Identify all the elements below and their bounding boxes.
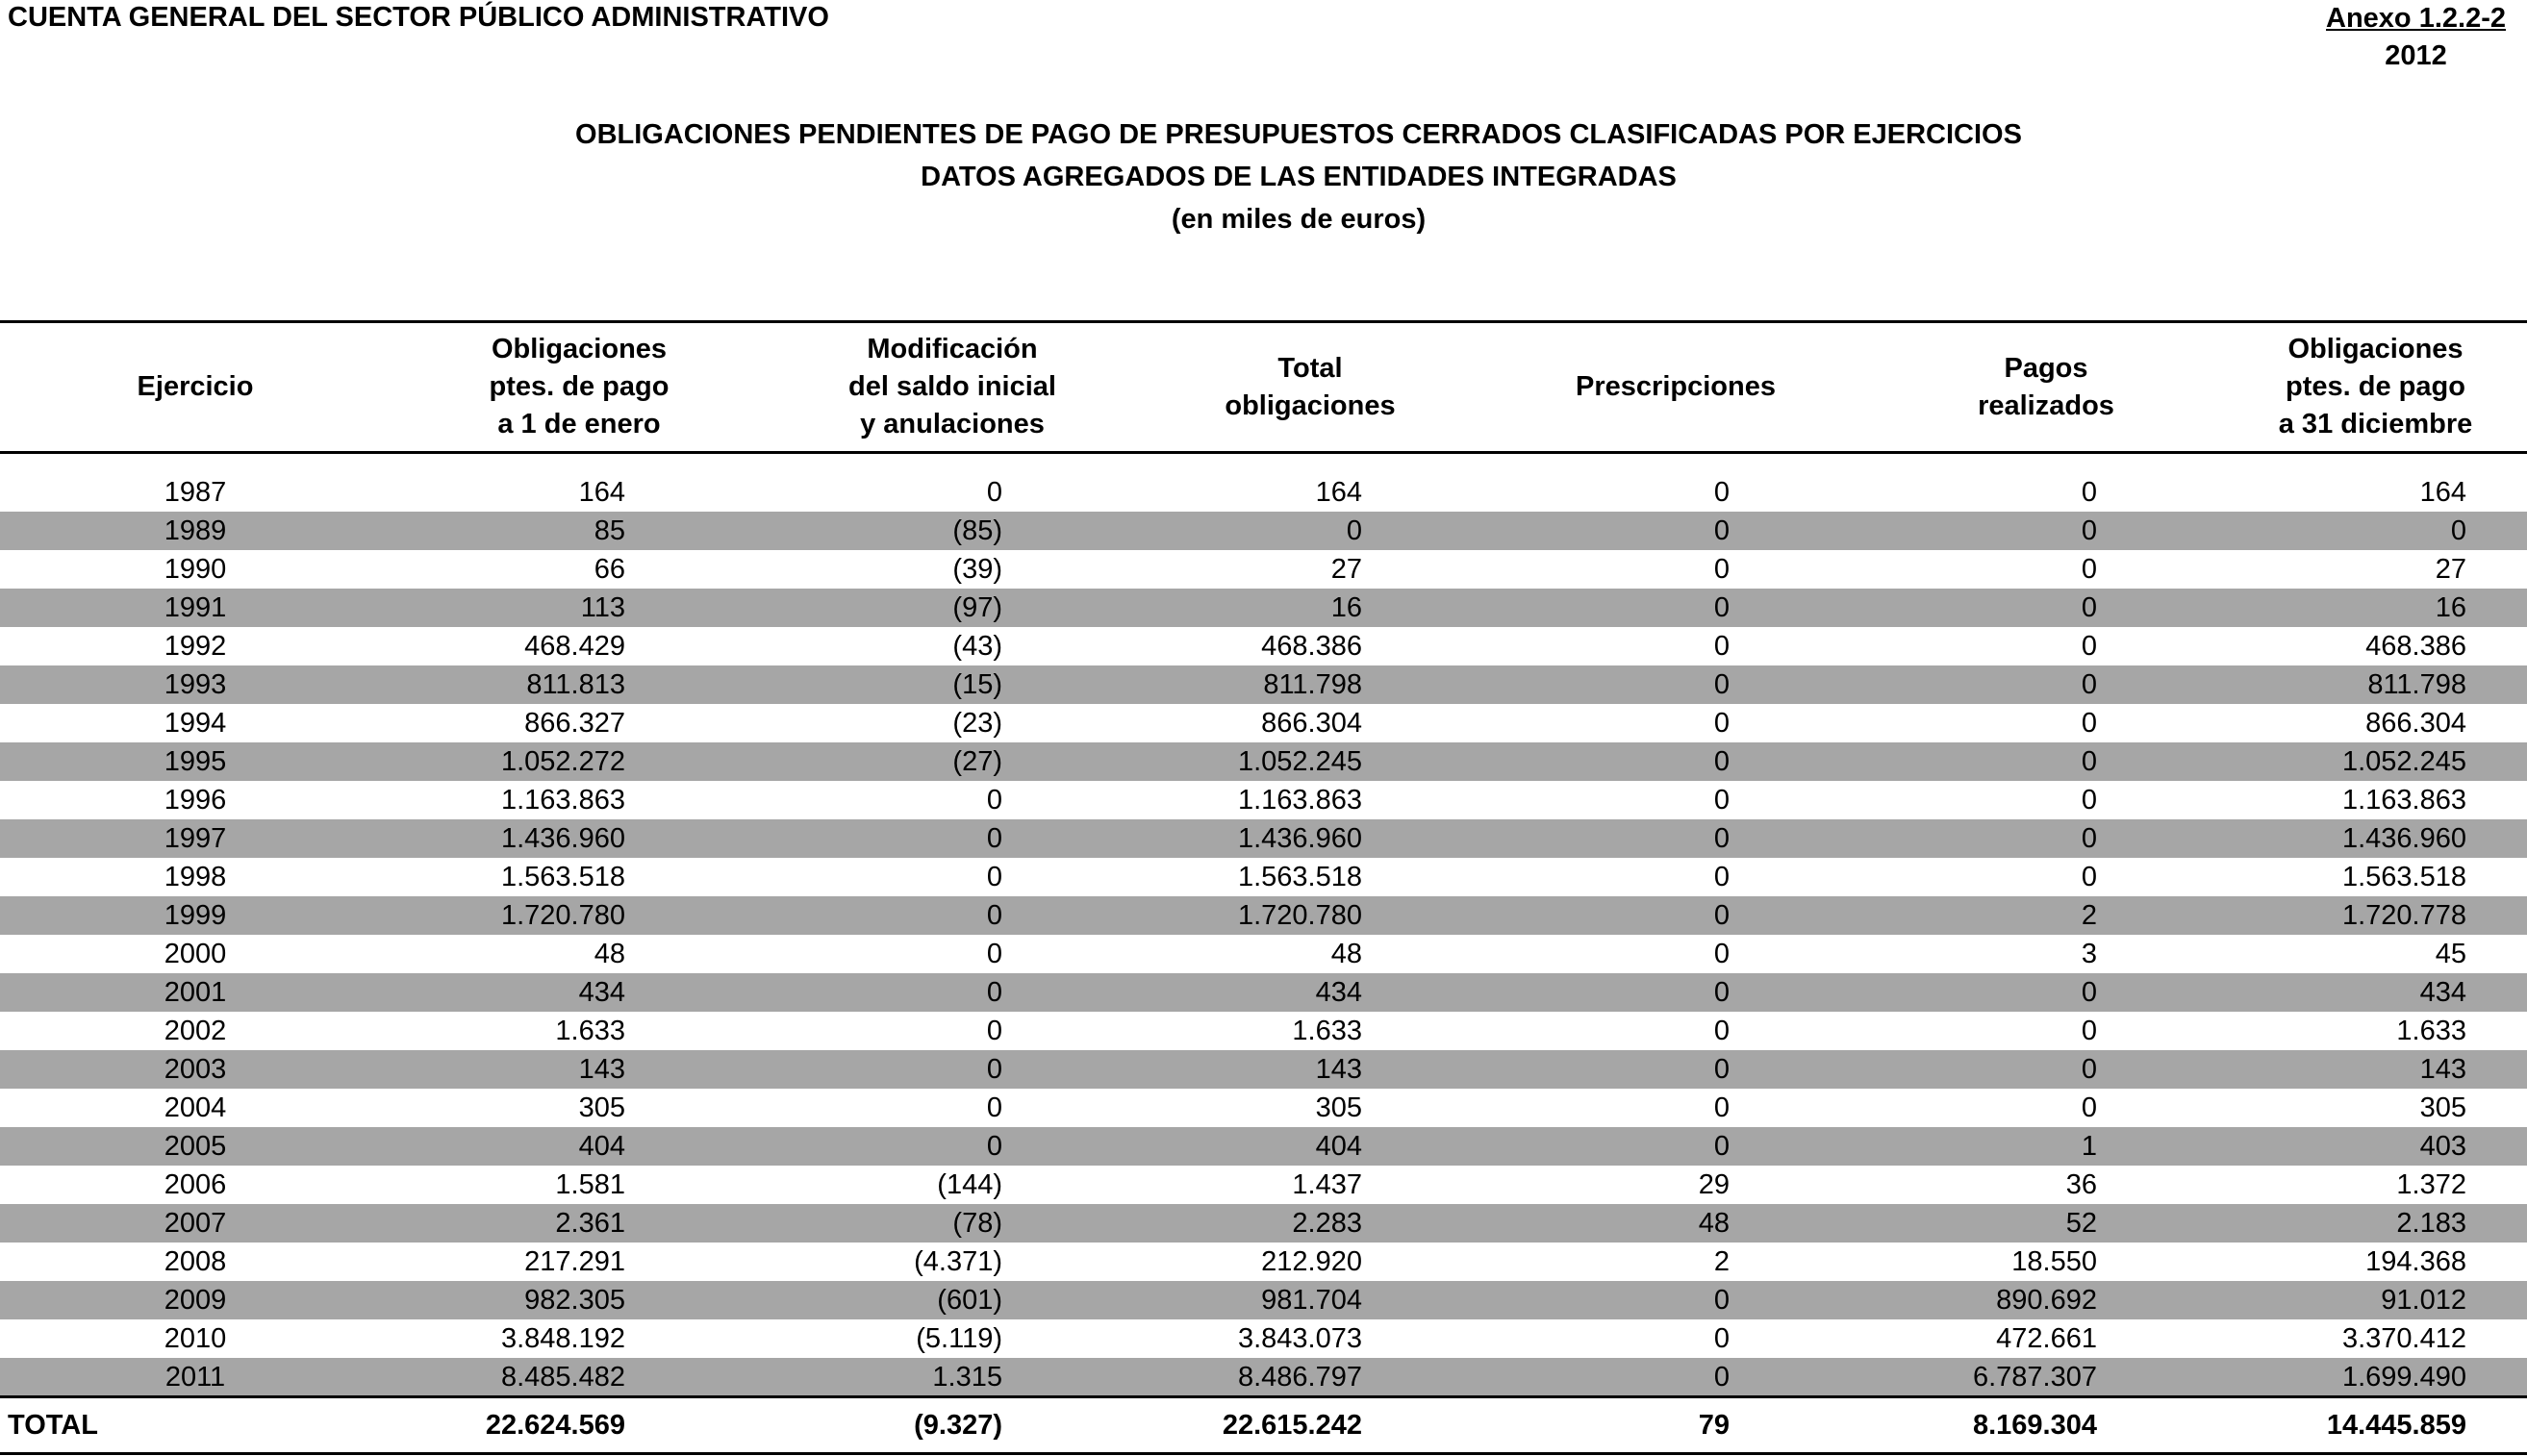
year-cell: 1989 [164, 515, 227, 546]
value-cell: 468.429 [524, 631, 625, 662]
year-cell: 2005 [164, 1131, 227, 1162]
table-bottom-rule [0, 1452, 2527, 1455]
table-body [0, 473, 2527, 1396]
value-cell: 0 [2081, 785, 2097, 816]
value-cell: 0 [2450, 515, 2466, 546]
value-cell: 0 [1713, 477, 1730, 508]
value-cell: 36 [2065, 1169, 2097, 1200]
value-cell: 0 [1713, 862, 1730, 892]
value-cell: 811.798 [1263, 669, 1362, 700]
value-cell: 472.661 [1996, 1323, 2097, 1354]
value-cell: 468.386 [1261, 631, 1362, 662]
value-cell: 1.699.490 [2341, 1362, 2466, 1393]
value-cell: (97) [952, 592, 1002, 623]
value-cell: 981.704 [1261, 1285, 1362, 1316]
report-year: 2012 [2385, 40, 2447, 71]
value-cell: 0 [986, 977, 1002, 1008]
total-cell: 22.615.242 [1222, 1410, 1362, 1441]
value-cell: 0 [1713, 977, 1730, 1008]
column-header-label: Total obligaciones [1225, 352, 1396, 421]
table-row [0, 1204, 2527, 1243]
year-cell: 1990 [164, 554, 227, 585]
table-row [0, 742, 2527, 781]
value-cell: 1.436.960 [2341, 823, 2466, 854]
total-cell: 22.624.569 [485, 1410, 625, 1441]
value-cell: (15) [952, 669, 1002, 700]
value-cell: 0 [1713, 823, 1730, 854]
table-row [0, 1050, 2527, 1089]
table-row [0, 1166, 2527, 1204]
value-cell: 0 [1713, 1285, 1730, 1316]
value-cell: 404 [578, 1131, 625, 1162]
value-cell: 434 [578, 977, 625, 1008]
value-cell: 164 [578, 477, 625, 508]
value-cell: 18.550 [2011, 1246, 2097, 1277]
value-cell: 143 [2419, 1054, 2466, 1085]
value-cell: 0 [2081, 592, 2097, 623]
value-cell: 1.633 [1292, 1016, 1362, 1046]
value-cell: 91.012 [2381, 1285, 2466, 1316]
year-cell: 2010 [164, 1323, 227, 1354]
table-row [0, 589, 2527, 627]
value-cell: 982.305 [524, 1285, 625, 1316]
year-cell: 1987 [164, 477, 227, 508]
value-cell: 2.183 [2396, 1208, 2466, 1239]
value-cell: 811.798 [2367, 669, 2466, 700]
year-cell: 2011 [164, 1362, 226, 1393]
value-cell: 27 [1330, 554, 1362, 585]
value-cell: 52 [2065, 1208, 2097, 1239]
value-cell: 1.163.863 [500, 785, 625, 816]
value-cell: 0 [1713, 1323, 1730, 1354]
year-cell: 2000 [164, 939, 227, 969]
column-header [1483, 323, 1868, 451]
year-cell: 2008 [164, 1246, 227, 1277]
table-row [0, 781, 2527, 819]
column-header [0, 323, 391, 451]
table-subtitle: DATOS AGREGADOS DE LAS ENTIDADES INTEGRADAS [921, 162, 1677, 192]
value-cell: 1.436.960 [1237, 823, 1362, 854]
value-cell: 0 [1346, 515, 1362, 546]
column-header-label: Pagos realizados [1978, 352, 2114, 421]
value-cell: (78) [952, 1208, 1002, 1239]
annex-block [2326, 0, 2506, 75]
table-row [0, 1127, 2527, 1166]
value-cell: 6.787.307 [1972, 1362, 2097, 1393]
table-row [0, 1089, 2527, 1127]
value-cell: (85) [952, 515, 1002, 546]
value-cell: 0 [1713, 785, 1730, 816]
value-cell: 403 [2419, 1131, 2466, 1162]
value-cell: 16 [1330, 592, 1362, 623]
value-cell: 1.372 [2396, 1169, 2466, 1200]
value-cell: 0 [1713, 708, 1730, 739]
value-cell: 0 [2081, 1016, 2097, 1046]
table-row [0, 473, 2527, 512]
value-cell: 0 [1713, 1362, 1730, 1393]
value-cell: 48 [594, 939, 625, 969]
value-cell: 0 [2081, 631, 2097, 662]
value-cell: 0 [986, 1054, 1002, 1085]
value-cell: 45 [2435, 939, 2466, 969]
total-cell: 79 [1698, 1410, 1730, 1441]
total-cell: (9.327) [914, 1410, 1002, 1441]
value-cell: 0 [986, 785, 1002, 816]
value-cell: 1.436.960 [500, 823, 625, 854]
value-cell: 0 [986, 477, 1002, 508]
table-row [0, 627, 2527, 665]
table-row [0, 1243, 2527, 1281]
value-cell: 1.052.245 [2341, 746, 2466, 777]
value-cell: 3.848.192 [500, 1323, 625, 1354]
year-cell: 1995 [164, 746, 227, 777]
table-row [0, 819, 2527, 858]
year-cell: 2006 [164, 1169, 227, 1200]
value-cell: 194.368 [2365, 1246, 2466, 1277]
table-row [0, 858, 2527, 896]
value-cell: 0 [986, 1016, 1002, 1046]
column-header [768, 323, 1137, 451]
value-cell: 0 [1713, 1016, 1730, 1046]
column-header-label: Obligaciones ptes. de pago a 1 de enero [489, 334, 670, 439]
column-header-label: Modificación del saldo inicial y anulaciones [848, 334, 1056, 439]
table-row [0, 550, 2527, 589]
value-cell: 0 [2081, 554, 2097, 585]
annex-label: Anexo 1.2.2-2 [2326, 3, 2506, 34]
value-cell: (23) [952, 708, 1002, 739]
value-cell: 0 [1713, 939, 1730, 969]
value-cell: 29 [1698, 1169, 1730, 1200]
value-cell: 1.052.245 [1237, 746, 1362, 777]
value-cell: 0 [1713, 515, 1730, 546]
year-cell: 2004 [164, 1092, 227, 1123]
value-cell: 0 [2081, 862, 2097, 892]
value-cell: 113 [580, 592, 625, 623]
value-cell: 2 [1713, 1246, 1730, 1277]
value-cell: 0 [2081, 1092, 2097, 1123]
value-cell: 0 [986, 823, 1002, 854]
value-cell: 866.327 [524, 708, 625, 739]
value-cell: 0 [1713, 554, 1730, 585]
year-cell: 1992 [164, 631, 227, 662]
value-cell: 434 [2419, 977, 2466, 1008]
value-cell: 305 [2419, 1092, 2466, 1123]
value-cell: 866.304 [1261, 708, 1362, 739]
value-cell: 0 [1713, 900, 1730, 931]
value-cell: 1.581 [555, 1169, 625, 1200]
value-cell: 0 [2081, 708, 2097, 739]
value-cell: 1.563.518 [1237, 862, 1362, 892]
value-cell: 1.563.518 [2341, 862, 2466, 892]
table-row [0, 1012, 2527, 1050]
value-cell: 468.386 [2365, 631, 2466, 662]
value-cell: 1.633 [555, 1016, 625, 1046]
value-cell: (43) [952, 631, 1002, 662]
total-cell: 8.169.304 [1972, 1410, 2097, 1441]
year-cell: 1997 [164, 823, 227, 854]
column-header [1868, 323, 2224, 451]
value-cell: 890.692 [1996, 1285, 2097, 1316]
column-header [1137, 323, 1483, 451]
value-cell: 48 [1330, 939, 1362, 969]
value-cell: 0 [2081, 669, 2097, 700]
value-cell: 0 [986, 1092, 1002, 1123]
value-cell: 164 [2419, 477, 2466, 508]
value-cell: 0 [1713, 631, 1730, 662]
value-cell: (144) [937, 1169, 1002, 1200]
value-cell: 1.315 [932, 1362, 1002, 1393]
value-cell: 0 [986, 939, 1002, 969]
table-row [0, 935, 2527, 973]
column-header [391, 323, 768, 451]
column-header-label: Prescripciones [1576, 371, 1776, 402]
column-header-label: Ejercicio [137, 371, 254, 402]
value-cell: 0 [986, 1131, 1002, 1162]
year-cell: 1996 [164, 785, 227, 816]
value-cell: 3.843.073 [1237, 1323, 1362, 1354]
value-cell: 0 [986, 862, 1002, 892]
value-cell: 2.361 [555, 1208, 625, 1239]
value-cell: 404 [1315, 1131, 1362, 1162]
table-row [0, 704, 2527, 742]
value-cell: 3 [2081, 939, 2097, 969]
value-cell: 0 [2081, 823, 2097, 854]
value-cell: 8.486.797 [1237, 1362, 1362, 1393]
value-cell: 0 [2081, 977, 2097, 1008]
table-row [0, 1281, 2527, 1319]
year-cell: 1999 [164, 900, 227, 931]
value-cell: 1 [2081, 1131, 2097, 1162]
value-cell: 0 [1713, 592, 1730, 623]
value-cell: 1.052.272 [500, 746, 625, 777]
value-cell: 3.370.412 [2341, 1323, 2466, 1354]
value-cell: 434 [1315, 977, 1362, 1008]
value-cell: 1.633 [2396, 1016, 2466, 1046]
value-cell: 305 [578, 1092, 625, 1123]
value-cell: 1.163.863 [1237, 785, 1362, 816]
value-cell: 0 [1713, 1131, 1730, 1162]
year-cell: 1998 [164, 862, 227, 892]
value-cell: 0 [1713, 1092, 1730, 1123]
value-cell: (5.119) [916, 1323, 1002, 1354]
year-cell: 1993 [164, 669, 227, 700]
value-cell: 212.920 [1261, 1246, 1362, 1277]
value-cell: 0 [986, 900, 1002, 931]
year-cell: 2007 [164, 1208, 227, 1239]
value-cell: 16 [2435, 592, 2466, 623]
total-cell: 14.445.859 [2326, 1410, 2466, 1441]
value-cell: 85 [594, 515, 625, 546]
value-cell: 1.720.780 [1237, 900, 1362, 931]
value-cell: 866.304 [2365, 708, 2466, 739]
value-cell: 48 [1698, 1208, 1730, 1239]
value-cell: 0 [2081, 477, 2097, 508]
table-title: OBLIGACIONES PENDIENTES DE PAGO DE PRESUPUESTOS CERRADOS CLASIFICADAS POR EJERCICIOS [575, 119, 2022, 150]
year-cell: 2009 [164, 1285, 227, 1316]
value-cell: 0 [2081, 515, 2097, 546]
year-cell: 2002 [164, 1016, 227, 1046]
value-cell: 2.283 [1292, 1208, 1362, 1239]
value-cell: 217.291 [524, 1246, 625, 1277]
value-cell: 143 [1315, 1054, 1362, 1085]
value-cell: 0 [1713, 669, 1730, 700]
year-cell: 2003 [164, 1054, 227, 1085]
table-row [0, 896, 2527, 935]
value-cell: (601) [937, 1285, 1002, 1316]
total-row [0, 1398, 2527, 1452]
value-cell: 0 [2081, 746, 2097, 777]
value-cell: 27 [2435, 554, 2466, 585]
table-row [0, 1319, 2527, 1358]
value-cell: (39) [952, 554, 1002, 585]
value-cell: 0 [1713, 746, 1730, 777]
value-cell: 164 [1315, 477, 1362, 508]
value-cell: (27) [952, 746, 1002, 777]
value-cell: 1.437 [1292, 1169, 1362, 1200]
value-cell: 2 [2081, 900, 2097, 931]
report-header-title: CUENTA GENERAL DEL SECTOR PÚBLICO ADMINISTRATIVO [8, 2, 829, 33]
value-cell: 305 [1315, 1092, 1362, 1123]
value-cell: 8.485.482 [500, 1362, 625, 1393]
value-cell: 1.720.780 [500, 900, 625, 931]
value-cell: (4.371) [914, 1246, 1002, 1277]
value-cell: 1.163.863 [2341, 785, 2466, 816]
year-cell: 1994 [164, 708, 227, 739]
table-row [0, 1358, 2527, 1396]
value-cell: 1.720.778 [2341, 900, 2466, 931]
table-titles [0, 113, 2527, 240]
table-row [0, 973, 2527, 1012]
value-cell: 143 [578, 1054, 625, 1085]
table-row [0, 665, 2527, 704]
value-cell: 1.563.518 [500, 862, 625, 892]
year-cell: 1991 [164, 592, 227, 623]
value-cell: 811.813 [526, 669, 625, 700]
units-note: (en miles de euros) [1171, 204, 1427, 235]
header-bottom-rule [0, 451, 2527, 454]
value-cell: 66 [594, 554, 625, 585]
column-header-label: Obligaciones ptes. de pago a 31 diciembre [2278, 334, 2473, 439]
value-cell: 0 [2081, 1054, 2097, 1085]
column-header [2224, 323, 2527, 451]
table-row [0, 512, 2527, 550]
value-cell: 0 [1713, 1054, 1730, 1085]
year-cell: 2001 [164, 977, 227, 1008]
total-label: TOTAL [8, 1410, 98, 1441]
